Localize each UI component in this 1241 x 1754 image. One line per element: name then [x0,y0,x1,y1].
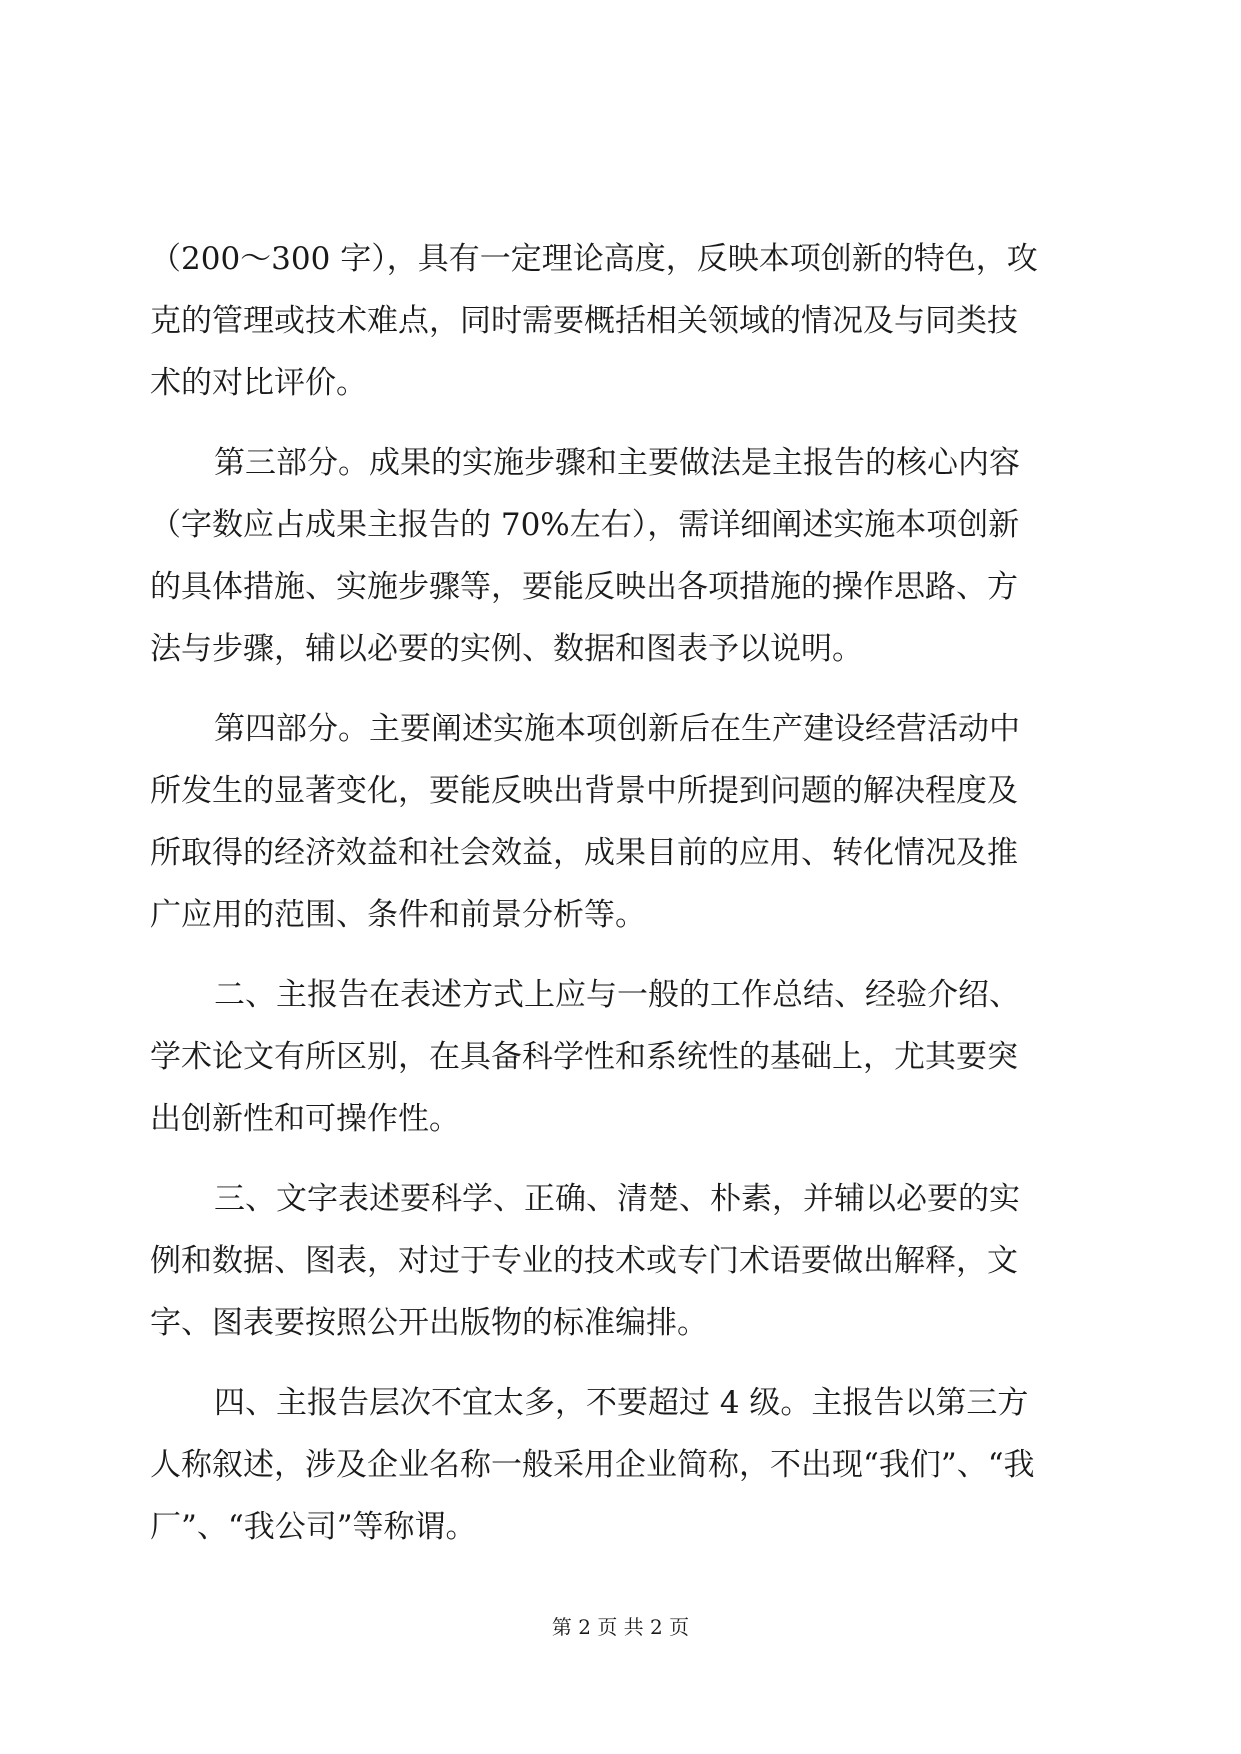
text-line: 厂”、“我公司”等称谓。 [150,1509,477,1545]
paragraph-part-four [150,698,1085,946]
paragraph-item-three [150,1168,1085,1354]
paragraph-item-two [150,964,1085,1150]
text-line: 克的管理或技术难点，同时需要概括相关领域的情况及与同类技 [150,303,1018,339]
text-line: 法与步骤，辅以必要的实例、数据和图表予以说明。 [150,631,863,667]
text-line: 人称叙述，涉及企业名称一般采用企业简称，不出现“我们”、“我 [150,1447,1035,1483]
text-line: 术的对比评价。 [150,365,367,401]
text-line: 第四部分。主要阐述实施本项创新后在生产建设经营活动中 [214,711,1020,747]
text-line: 学术论文有所区别，在具备科学性和系统性的基础上，尤其要突 [150,1039,1018,1075]
page-number-footer: 第 2 页 共 2 页 [551,1615,690,1639]
paragraph-part-three [150,432,1085,680]
text-line: 所发生的显著变化，要能反映出背景中所提到问题的解决程度及 [150,773,1018,809]
paragraph-item-four [150,1372,1085,1558]
text-line: 所取得的经济效益和社会效益，成果目前的应用、转化情况及推 [150,835,1018,871]
text-line: （字数应占成果主报告的 70%左右），需详细阐述实施本项创新 [150,507,1020,543]
text-line: 的具体措施、实施步骤等，要能反映出各项措施的操作思路、方 [150,569,1018,605]
text-line: 三、文字表述要科学、正确、清楚、朴素，并辅以必要的实 [214,1181,1020,1217]
text-line: 字、图表要按照公开出版物的标准编排。 [150,1305,708,1341]
text-line: 第三部分。成果的实施步骤和主要做法是主报告的核心内容 [214,445,1020,481]
text-line: 四、主报告层次不宜太多，不要超过 4 级。主报告以第三方 [214,1385,1029,1421]
text-line: （200～300 字），具有一定理论高度，反映本项创新的特色，攻 [150,241,1038,277]
text-line: 出创新性和可操作性。 [150,1101,460,1137]
paragraph-intro-continuation [150,228,1085,414]
document-body [150,228,1085,1558]
text-line: 广应用的范围、条件和前景分析等。 [150,897,646,933]
text-line: 二、主报告在表述方式上应与一般的工作总结、经验介绍、 [214,977,1020,1013]
text-line: 例和数据、图表，对过于专业的技术或专门术语要做出解释，文 [150,1243,1018,1279]
